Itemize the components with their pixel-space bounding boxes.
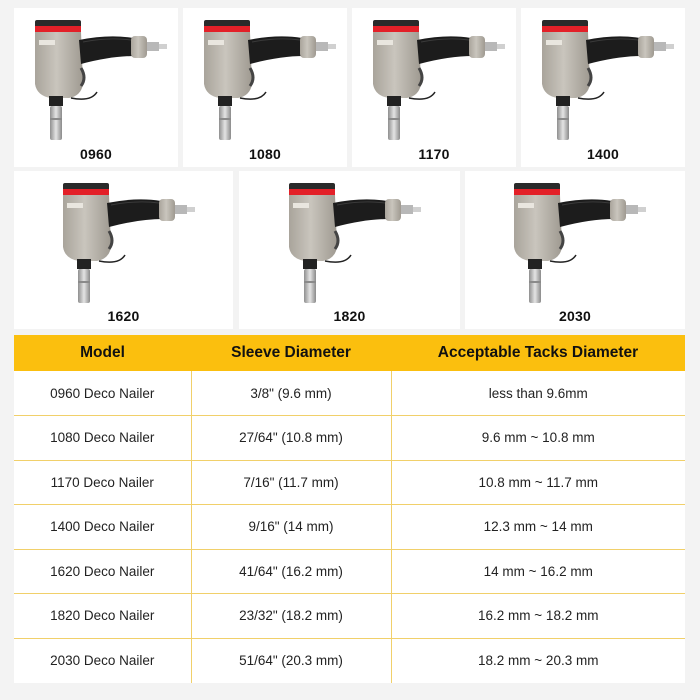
product-card-1170 [352, 8, 516, 167]
table-header-row [14, 335, 685, 371]
table-row [14, 460, 685, 505]
cell-model: 1170 Deco Nailer [14, 460, 191, 505]
spec-table [14, 335, 685, 683]
nailer-tool-icon [275, 177, 425, 307]
model-label: 1400 [587, 146, 619, 162]
nailer-tool-icon [500, 177, 650, 307]
table-row [14, 416, 685, 461]
cell-model: 0960 Deco Nailer [14, 371, 191, 416]
product-card-0960 [14, 8, 178, 167]
cell-sleeve: 41/64" (16.2 mm) [191, 549, 391, 594]
cell-tacks: 10.8 mm ~ 11.7 mm [391, 460, 685, 505]
product-card-1620 [14, 171, 233, 329]
table-row [14, 638, 685, 683]
table-row [14, 505, 685, 550]
cell-model: 1620 Deco Nailer [14, 549, 191, 594]
model-label: 1620 [107, 308, 140, 324]
cell-sleeve: 27/64" (10.8 mm) [191, 416, 391, 461]
cell-model: 1080 Deco Nailer [14, 416, 191, 461]
cell-tacks: 14 mm ~ 16.2 mm [391, 549, 685, 594]
table-row [14, 594, 685, 639]
header-sleeve-diameter: Sleeve Diameter [191, 335, 391, 371]
table-row [14, 549, 685, 594]
nailer-tool-icon [49, 177, 199, 307]
model-label: 2030 [559, 308, 591, 324]
header-acceptable-tacks-diameter: Acceptable Tacks Diameter [391, 335, 685, 371]
cell-model: 2030 Deco Nailer [14, 638, 191, 683]
nailer-tool-icon [190, 14, 340, 144]
cell-tacks: 18.2 mm ~ 20.3 mm [391, 638, 685, 683]
model-label: 0960 [80, 146, 112, 162]
cell-sleeve: 3/8" (9.6 mm) [191, 371, 391, 416]
cell-sleeve: 23/32" (18.2 mm) [191, 594, 391, 639]
product-card-1820 [239, 171, 460, 329]
cell-tacks: 16.2 mm ~ 18.2 mm [391, 594, 685, 639]
cell-model: 1820 Deco Nailer [14, 594, 191, 639]
cell-sleeve: 7/16" (11.7 mm) [191, 460, 391, 505]
model-label: 1820 [333, 308, 366, 324]
cell-model: 1400 Deco Nailer [14, 505, 191, 550]
nailer-tool-icon [528, 14, 678, 144]
product-card-1080 [183, 8, 347, 167]
nailer-tool-icon [21, 14, 171, 144]
table-row [14, 371, 685, 416]
product-card-2030 [465, 171, 685, 329]
cell-sleeve: 9/16" (14 mm) [191, 505, 391, 550]
model-label: 1080 [249, 146, 281, 162]
header-model: Model [14, 335, 191, 371]
cell-tacks: 12.3 mm ~ 14 mm [391, 505, 685, 550]
nailer-tool-icon [359, 14, 509, 144]
product-card-1400 [521, 8, 685, 167]
cell-sleeve: 51/64" (20.3 mm) [191, 638, 391, 683]
cell-tacks: 9.6 mm ~ 10.8 mm [391, 416, 685, 461]
model-label: 1170 [418, 146, 450, 162]
cell-tacks: less than 9.6mm [391, 371, 685, 416]
